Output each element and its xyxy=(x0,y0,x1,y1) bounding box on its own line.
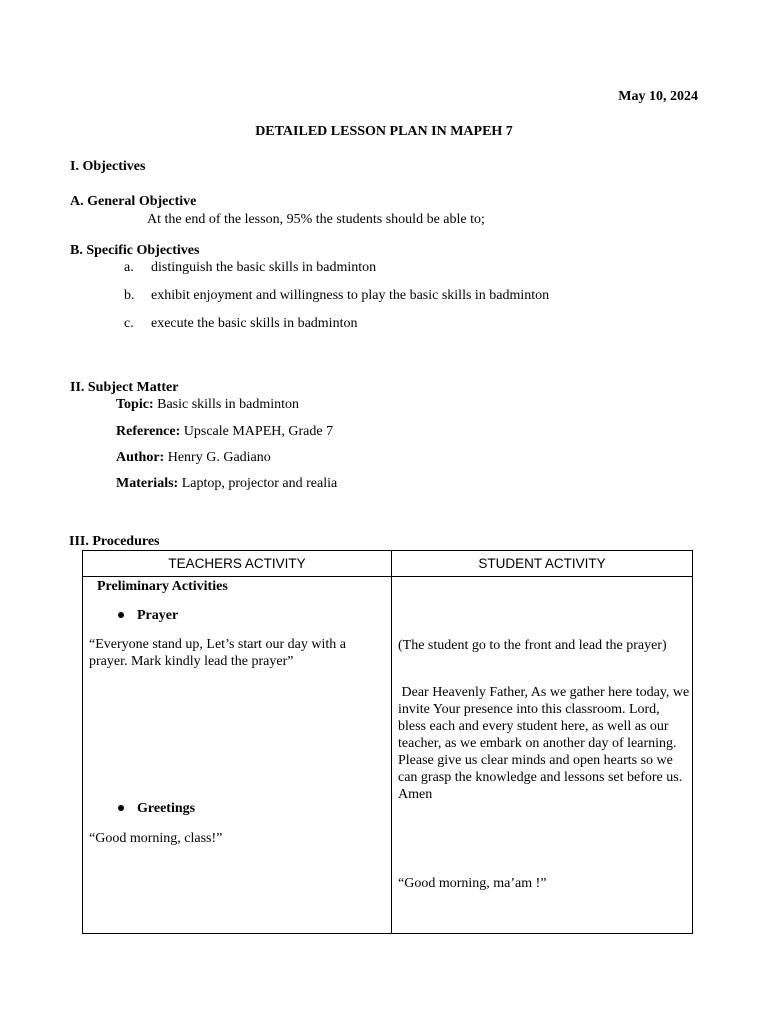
objective-text: exhibit enjoyment and willingness to play the basic skills in badminton xyxy=(151,288,550,303)
subject-value: Upscale MAPEH, Grade 7 xyxy=(183,424,334,439)
subject-label: Author: xyxy=(116,450,165,465)
subject-value: Laptop, projector and realia xyxy=(181,476,338,491)
teacher-prayer-text: “Everyone stand up, Let’s start our day with a prayer. Mark kindly lead the prayer” xyxy=(89,637,346,669)
specific-objectives-heading: B. Specific Objectives xyxy=(70,243,200,258)
student-activity-header: STUDENT ACTIVITY xyxy=(392,551,693,577)
bullet-icon xyxy=(118,805,124,811)
teacher-activity-cell xyxy=(83,577,392,934)
subject-matter-heading: II. Subject Matter xyxy=(70,380,179,395)
table-header-row xyxy=(83,551,693,577)
greetings-item xyxy=(118,800,195,817)
teacher-greeting-text: “Good morning, class!” xyxy=(89,831,223,846)
preliminary-activities-label: Preliminary Activities xyxy=(97,579,228,594)
student-prayer-action: (The student go to the front and lead the prayer) xyxy=(398,638,667,653)
student-prayer-text: Dear Heavenly Father, As we gather here today, we invite Your presence into this classroom. Lord, bless each and every student here, as well as our teacher, as we embark on another day of learning. Please give us clear minds and open hearts so we can grasp the knowledge and lessons set before us. Amen xyxy=(398,685,693,802)
subject-label: Topic: xyxy=(116,397,154,412)
objective-marker: b. xyxy=(124,288,135,303)
document-title: DETAILED LESSON PLAN IN MAPEH 7 xyxy=(255,124,513,139)
subject-value: Basic skills in badminton xyxy=(157,397,300,412)
teacher-activity-header: TEACHERS ACTIVITY xyxy=(83,551,392,577)
procedures-table xyxy=(82,550,693,934)
general-objective-heading: A. General Objective xyxy=(70,194,197,209)
table-row xyxy=(83,577,693,934)
subject-row-materials xyxy=(116,475,337,492)
student-greeting-text: “Good morning, ma’am !” xyxy=(398,876,547,891)
subject-value: Henry G. Gadiano xyxy=(167,450,271,465)
prayer-label: Prayer xyxy=(137,608,179,623)
subject-label: Reference: xyxy=(116,424,181,439)
lesson-date: May 10, 2024 xyxy=(618,89,698,104)
bullet-icon xyxy=(118,612,124,618)
subject-row-author xyxy=(116,449,271,466)
student-activity-cell xyxy=(392,577,693,934)
subject-row-topic xyxy=(116,396,299,413)
objective-marker: a. xyxy=(124,260,134,275)
prayer-item xyxy=(118,607,178,624)
subject-row-reference xyxy=(116,423,333,440)
greetings-label: Greetings xyxy=(137,801,196,816)
general-objective-text: At the end of the lesson, 95% the students should be able to; xyxy=(147,212,485,227)
objective-marker: c. xyxy=(124,316,134,331)
procedures-heading: III. Procedures xyxy=(69,534,160,549)
objective-text: execute the basic skills in badminton xyxy=(151,316,358,331)
section-objectives-heading: I. Objectives xyxy=(70,159,146,174)
objective-text: distinguish the basic skills in badminton xyxy=(151,260,377,275)
subject-label: Materials: xyxy=(116,476,179,491)
